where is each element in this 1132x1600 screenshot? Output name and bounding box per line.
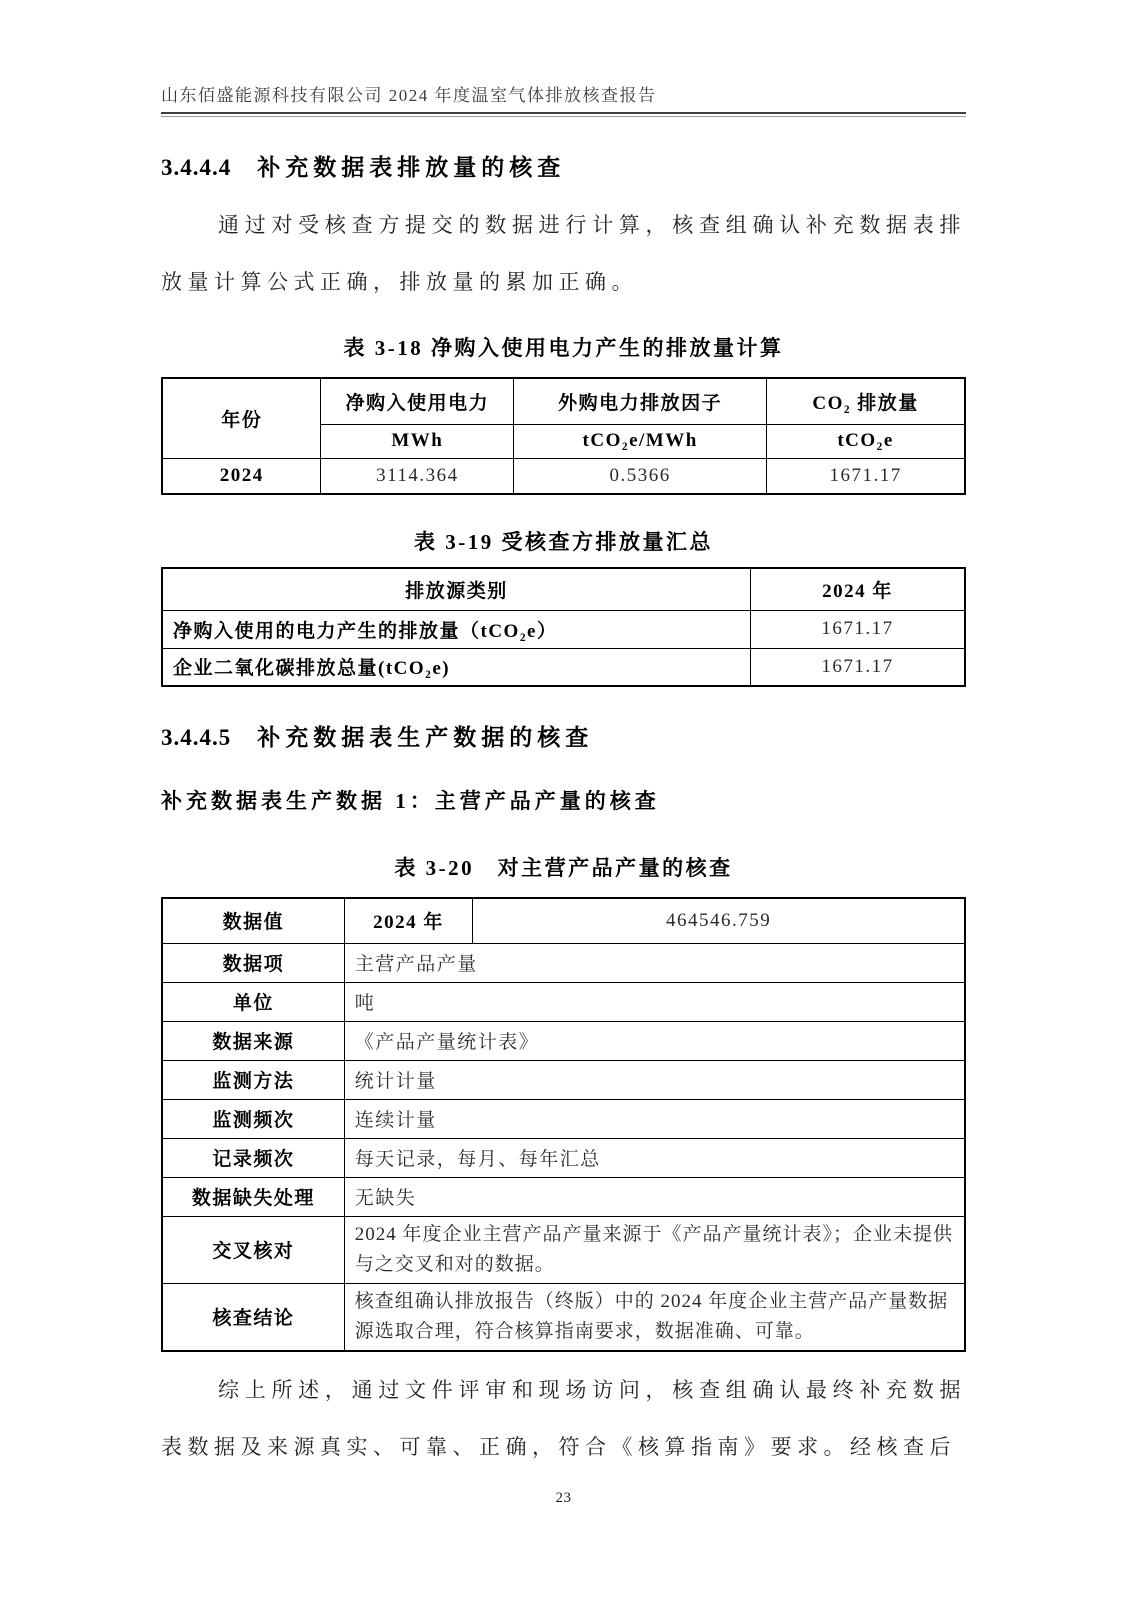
table20-label: 数据缺失处理 (162, 1177, 344, 1216)
table18-value-factor: 0.5366 (514, 458, 767, 494)
production-data-subheading: 补充数据表生产数据 1：主营产品产量的核查 (161, 789, 660, 813)
table18-year-value: 2024 (162, 458, 321, 494)
table18-value-electricity: 3114.364 (321, 458, 514, 494)
table20-row-value (162, 898, 965, 943)
table-3-20 (161, 897, 966, 1352)
page-number: 23 (555, 1489, 572, 1506)
table19-row2-value: 1671.17 (751, 648, 965, 686)
table20-content: 《产品产量统计表》 (344, 1021, 965, 1060)
table20-content: 核查组确认排放报告（终版）中的 2024 年度企业主营产品产量数据源选取合理，符合核算指南要求，数据准确、可靠。 (344, 1283, 965, 1351)
table-3-19 (161, 567, 966, 687)
table19-row-total (162, 648, 965, 686)
table18-col2-unit: tCO₂e/MWh (514, 424, 767, 458)
table18-col2-header: 外购电力排放因子 (514, 378, 767, 424)
table20-label-datavalue: 数据值 (162, 898, 344, 943)
table20-value: 464546.759 (473, 898, 965, 943)
table20-title: 表 3-20 对主营产品产量的核查 (394, 856, 733, 880)
table20-content: 统计计量 (344, 1060, 965, 1099)
closing-paragraph: 综上所述，通过文件评审和现场访问，核查组确认最终补充数据表数据及来源真实、可靠、正确，符合《核算指南》要求。经核查后 (161, 1377, 966, 1459)
table18-title: 表 3-18 净购入使用电力产生的排放量计算 (343, 336, 784, 360)
table20-label: 核查结论 (162, 1283, 344, 1351)
table18-header-row (162, 378, 965, 424)
section-title: 补充数据表生产数据的核查 (257, 725, 594, 750)
section-heading-3445 (161, 723, 966, 753)
table19-year-header: 2024 年 (751, 568, 965, 610)
table20-content: 吨 (344, 982, 965, 1021)
table20-label: 监测频次 (162, 1099, 344, 1138)
table19-source-header: 排放源类别 (162, 568, 751, 610)
table20-content: 每天记录，每月、每年汇总 (344, 1138, 965, 1177)
table20-content: 主营产品产量 (344, 943, 965, 982)
table18-col1-unit: MWh (321, 424, 514, 458)
intro-paragraph: 通过对受核查方提交的数据进行计算，核查组确认补充数据表排放量计算公式正确，排放量的累加正确。 (161, 213, 966, 294)
table20-label: 数据项 (162, 943, 344, 982)
table-row (162, 1216, 965, 1283)
table20-year: 2024 年 (344, 898, 472, 943)
page-header: 山东佰盛能源科技有限公司 2024 年度温室气体排放核查报告 (161, 86, 657, 105)
table-row (162, 1060, 965, 1099)
table19-row1-label: 净购入使用的电力产生的排放量（tCO₂e） (162, 610, 751, 648)
table20-content: 2024 年度企业主营产品产量来源于《产品产量统计表》；企业未提供与之交叉和对的数据。 (344, 1216, 965, 1283)
table19-row2-label: 企业二氧化碳排放总量(tCO₂e) (162, 648, 751, 686)
table-row (162, 1283, 965, 1351)
table18-col1-header: 净购入使用电力 (321, 378, 514, 424)
table-row (162, 982, 965, 1021)
table20-label: 交叉核对 (162, 1216, 344, 1283)
table20-content: 无缺失 (344, 1177, 965, 1216)
table19-row1-value: 1671.17 (751, 610, 965, 648)
table20-label: 记录频次 (162, 1138, 344, 1177)
table-row (162, 1138, 965, 1177)
table20-content: 连续计量 (344, 1099, 965, 1138)
table18-year-header: 年份 (162, 378, 321, 458)
table18-value-co2: 1671.17 (767, 458, 965, 494)
table19-header-row (162, 568, 965, 610)
section-title: 补充数据表排放量的核查 (257, 155, 566, 180)
table18-col3-header: CO₂ 排放量 (767, 378, 965, 424)
table19-row-electricity (162, 610, 965, 648)
table18-col3-unit: tCO₂e (767, 424, 965, 458)
section-heading-3444 (161, 153, 966, 183)
table20-label: 监测方法 (162, 1060, 344, 1099)
table-row (162, 943, 965, 982)
header-rule (161, 112, 966, 117)
section-number: 3.4.4.4 (161, 155, 232, 180)
table-row (162, 1021, 965, 1060)
table-row (162, 1177, 965, 1216)
table-3-18 (161, 377, 966, 495)
table20-label: 单位 (162, 982, 344, 1021)
table18-data-row (162, 458, 965, 494)
section-number: 3.4.4.5 (161, 725, 232, 750)
table-row (162, 1099, 965, 1138)
table20-label: 数据来源 (162, 1021, 344, 1060)
table19-title: 表 3-19 受核查方排放量汇总 (414, 530, 713, 554)
